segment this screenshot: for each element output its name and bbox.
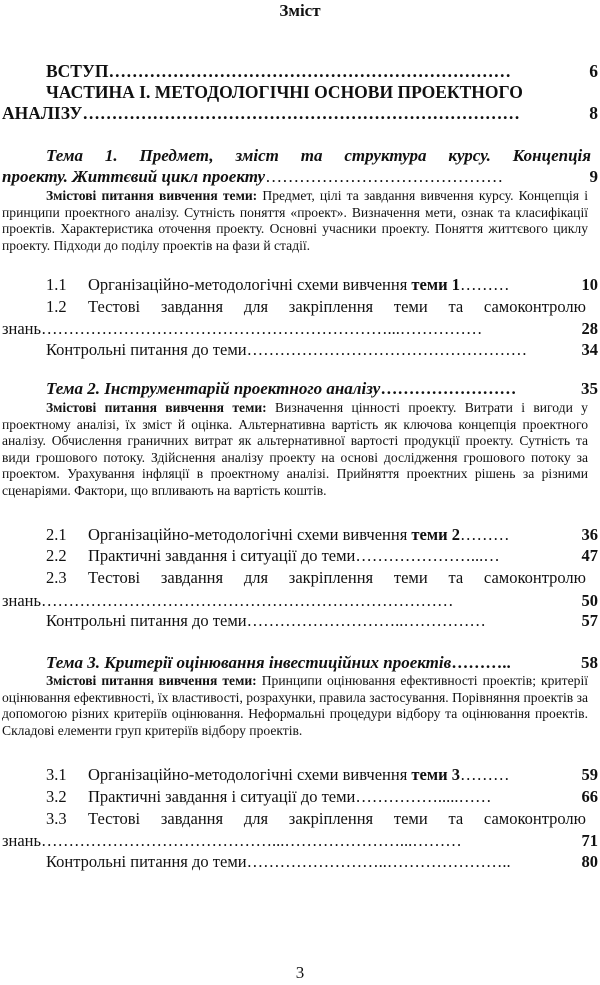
subentry-text: Організаційно-методологічні схеми вивчення xyxy=(88,525,412,544)
leader-dots: …………………………………… xyxy=(265,167,504,186)
subentry-bold-text: теми 1 xyxy=(411,275,460,294)
toc-page-number: 58 xyxy=(581,653,598,672)
toc-page-number: 10 xyxy=(581,275,598,294)
toc-page-number: 28 xyxy=(581,319,598,338)
topic-2-description xyxy=(2,400,588,499)
topic-heading-text: проекту. Життєвий цикл проекту xyxy=(2,167,266,186)
subentry-number: 3.1 xyxy=(46,765,67,784)
description-label: Змістові питання вивчення теми: xyxy=(46,400,267,415)
description-text: Принципи оцінювання ефективності проектів; критерії оцінювання ефективності, їх властивості, розрахунки, правила застосування. Порівняння проектів за допомогою різних критеріїв оцінювання. Неформальні процедури відбору та оцінювання проектів. Складові елементи груп критеріїв відбору проектів. xyxy=(2,673,588,738)
toc-page-number: 36 xyxy=(581,525,598,544)
toc-page-number: 71 xyxy=(581,831,598,850)
subentry-number: 2.2 xyxy=(46,546,67,565)
leader-dots: …………………………………………… xyxy=(246,340,528,359)
subentry-number: 2.1 xyxy=(46,525,67,544)
leader-dots: ………………………..…………… xyxy=(246,611,486,630)
subentry-number: 1.2 xyxy=(46,297,67,316)
leader-dots: ……… xyxy=(459,275,510,294)
subentry-text: Практичні завдання і ситуації до теми xyxy=(88,546,356,565)
toc-entry-label: ВСТУП xyxy=(46,61,109,81)
toc-page-number: 80 xyxy=(581,852,598,871)
subentry-text: Практичні завдання і ситуації до теми xyxy=(88,787,356,806)
leader-dots: …………….....…… xyxy=(355,787,492,806)
description-label: Змістові питання вивчення теми: xyxy=(46,188,258,203)
leader-dots: …………………...… xyxy=(355,546,500,565)
subentry-text: Організаційно-методологічні схеми вивчення xyxy=(88,765,412,784)
toc-page-number: 35 xyxy=(581,379,598,398)
toc-page-number: 66 xyxy=(581,787,598,806)
subentry-text: Контрольні питання до теми xyxy=(46,340,247,359)
toc-page-number: 47 xyxy=(581,546,598,565)
toc-entry-label: ЧАСТИНА І. МЕТОДОЛОГІЧНІ ОСНОВИ ПРОЕКТНОГО xyxy=(46,82,523,102)
leader-dots: ………………………………………………………………… xyxy=(82,103,520,123)
subentry-number: 3.3 xyxy=(46,809,67,828)
subentry-text: знань xyxy=(2,831,42,850)
toc-page-number: 50 xyxy=(581,591,598,610)
page-number: 3 xyxy=(295,963,305,982)
description-text: Визначення цінності проекту. Витрати і вигоди у проектному аналізі, їх зміст й оцінка. Альтернативна вартість як ключова концепція проектного аналізу. Обчислення граничних витрат як альтернативної вартості продукції проекту. Сутність та види грошового потоку. Здійснення аналізу проекту на основі дослідження грошового потоку за проектом. Урахування інфляції в проектному аналізі. Прийняття проектних рішень за різними сценаріями. Фактори, що впливають на вартість коштів. xyxy=(2,400,588,498)
subentry-bold-text: теми 3 xyxy=(411,765,460,784)
topic-heading-text: Тема 2. Інструментарій проектного аналізу xyxy=(46,379,381,398)
subentry-text: Тестові завдання для закріплення теми та самоконтролю xyxy=(88,297,586,316)
toc-page-number: 9 xyxy=(589,167,598,186)
leader-dots: ……… xyxy=(459,765,510,784)
toc-page-number: 57 xyxy=(581,611,598,630)
subentry-text: знань xyxy=(2,591,42,610)
toc-page-number: 6 xyxy=(589,61,598,81)
toc-page-number: 59 xyxy=(581,765,598,784)
subentry-text: Тестові завдання для закріплення теми та самоконтролю xyxy=(88,809,586,828)
toc-entry-label: АНАЛІЗУ xyxy=(2,103,83,123)
topic-heading-text: Тема 1. Предмет, зміст та структура курсу. Концепція xyxy=(46,146,591,165)
subentry-text: Контрольні питання до теми xyxy=(46,852,247,871)
topic-3-description xyxy=(2,673,588,739)
leader-dots: ………………………………………………………...…………… xyxy=(41,319,483,338)
topic-heading-text: Тема 3. Критерії оцінювання інвестиційних проектів xyxy=(46,653,452,672)
leader-dots: ……… xyxy=(459,525,510,544)
subentry-bold-text: теми 2 xyxy=(411,525,460,544)
subentry-text: Організаційно-методологічні схеми вивчення xyxy=(88,275,412,294)
topic-1-description xyxy=(2,188,588,254)
subentry-text: Контрольні питання до теми xyxy=(46,611,247,630)
leader-dots: ………………………………………………………………… xyxy=(41,591,454,610)
subentry-number: 3.2 xyxy=(46,787,67,806)
leader-dots: …………………………………………………………… xyxy=(108,61,511,81)
leader-dots: ……….. xyxy=(451,653,511,672)
toc-page-number: 34 xyxy=(581,340,598,359)
subentry-number: 2.3 xyxy=(46,568,67,587)
leader-dots: …………………… xyxy=(380,379,517,398)
description-label: Змістові питання вивчення теми: xyxy=(46,673,257,688)
subentry-text: Тестові завдання для закріплення теми та самоконтролю xyxy=(88,568,586,587)
description-text: Предмет, цілі та завдання вивчення курсу. Концепція і принципи проектного аналізу. Сутність поняття «проект». Визначення мети, ознак та класифікації проектів. Характеристика оточення проекту. Основні учасники проекту. Поняття життєвого циклу проекту. Підходи до поділу проектів на фази й стадії. xyxy=(2,188,588,253)
page-title: Зміст xyxy=(279,1,321,20)
leader-dots: ……………………………………...…………………...……… xyxy=(41,831,462,850)
subentry-number: 1.1 xyxy=(46,275,67,294)
toc-page-number: 8 xyxy=(589,103,598,123)
leader-dots: ……………………..………………….. xyxy=(246,852,511,871)
subentry-text: знань xyxy=(2,319,42,338)
